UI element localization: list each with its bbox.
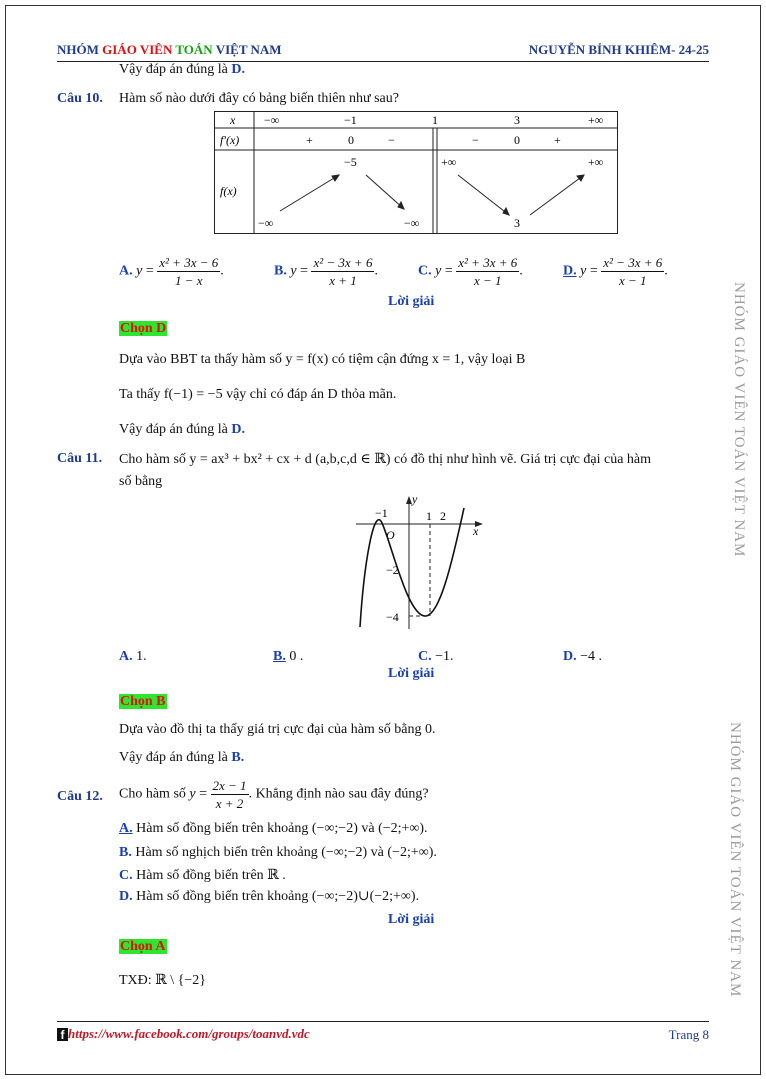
q11-chon: Chọn B [120,694,166,709]
q10-option-a[interactable]: A. y = $\frac{\text{x² + 3x − 6}}{1 - x}$ . [119,255,224,288]
q9-conclusion-text: Vậy đáp án đúng là [119,62,232,77]
q10-option-b[interactable]: B. y = $\frac{\text{x² − 3x + 6}}{x + 1}$ . [274,255,378,288]
q9-answer: D. [231,62,245,77]
bbt-x-3: 3 [514,113,520,127]
q11-question-line2: số bằng [119,474,163,489]
graph-x-label: x [473,524,479,538]
graph-ym4: −4 [386,610,399,624]
q11-graph [350,493,490,633]
q10-label: Câu 10. [57,91,103,106]
bbt-fp-4: 0 [514,133,520,147]
q10-sol-1: Dựa vào BBT ta thấy hàm số y = f(x) có tiệm cận đứng x = 1, vậy loại B [119,352,526,367]
q12-option-b[interactable]: B. Hàm số nghịch biến trên khoảng (−∞;−2) và (−2;+∞). [119,845,437,860]
q11-option-a[interactable]: A. 1. [119,649,147,664]
q12-chon: Chọn A [120,939,166,954]
bbt-fp-0: + [306,133,313,147]
q10-variation-table [214,111,618,234]
q12-txd: TXĐ: ℝ \ {−2} [119,973,207,988]
watermark-bottom: NHÓM GIÁO VIÊN TOÁN VIỆT NAM [727,722,743,998]
graph-x2: 2 [440,509,446,523]
bbt-arrow-4 [530,175,584,215]
q9-conclusion [119,62,245,78]
q11-question-line1: Cho hàm số y = ax³ + bx² + cx + d (a,b,c,d ∈ ℝ) có đồ thị như hình vẽ. Giá trị cực đại của hàm [119,452,652,467]
q11-sol-1: Dựa vào đồ thị ta thấy giá trị cực đại của hàm số bằng 0. [119,722,436,737]
q10-loigiai: Lời giải [388,294,435,309]
bbt-fp-2: − [388,133,395,147]
bbt-f-minusinf-right: −∞ [404,216,420,230]
q12-label: Câu 12. [57,789,103,804]
q11-loigiai: Lời giải [388,666,435,681]
bbt-f-minusinf-left: −∞ [258,216,274,230]
header-giaovien: GIÁO VIÊN [102,42,176,57]
bbt-x-0: −∞ [264,113,280,127]
q11-option-c[interactable]: C. −1. [418,649,454,664]
bbt-fp-3: − [472,133,479,147]
q11-sol-2: Vậy đáp án đúng là B. [119,750,245,765]
q10-option-d[interactable]: D. y = $\frac{\text{x² − 3x + 6}}{x - 1}$ . [563,255,668,288]
header-left [57,42,282,58]
bbt-fp-5: + [554,133,561,147]
bbt-x-4: +∞ [588,113,604,127]
bbt-f-max: −5 [344,155,357,169]
bbt-f-head: f(x) [220,184,237,198]
header-right: NGUYỄN BỈNH KHIÊM- 24-25 [528,42,709,57]
header-vietnam: VIỆT NAM [215,42,282,57]
bbt-f-min: 3 [514,216,520,230]
bbt-f-plusinf-right: +∞ [588,155,604,169]
watermark-top: NHÓM GIÁO VIÊN TOÁN VIỆT NAM [731,282,747,558]
bbt-x-head: x [230,113,236,127]
graph-x1: 1 [426,509,432,523]
header-nhom: NHÓM [57,42,103,57]
bbt-x-2: 1 [432,113,438,127]
graph-y-label: y [412,493,418,506]
bbt-fp-1: 0 [348,133,354,147]
q12-option-d[interactable]: D. Hàm số đồng biến trên khoảng (−∞;−2)∪(−2;+∞). [119,889,420,904]
footer-link-row[interactable] [57,1026,310,1043]
q12-option-a[interactable]: A. Hàm số đồng biến trên khoảng (−∞;−2) và (−2;+∞). [119,821,428,836]
footer-rule [57,1021,709,1022]
graph-ym2: −2 [386,563,399,577]
q11-label: Câu 11. [57,451,103,466]
q10-question: Hàm số nào dưới đây có bảng biến thiên như sau? [119,91,399,106]
q12-loigiai: Lời giải [388,912,435,927]
header-toan: TOÁN [175,42,216,57]
graph-xm1: −1 [375,506,388,520]
q10-sol-3: Vậy đáp án đúng là D. [119,422,245,437]
footer-link[interactable]: https://www.facebook.com/groups/toanvd.vdc [68,1026,310,1041]
facebook-icon: f [57,1028,68,1041]
graph-origin: O [386,528,395,542]
graph-curve [360,508,464,627]
bbt-arrow-3 [458,175,509,215]
q11-option-b[interactable]: B. 0 . [273,649,304,664]
page-number: Trang 8 [668,1027,709,1042]
q10-option-c[interactable]: C. y = $\frac{\text{x² + 3x + 6}}{x - 1}$ . [418,255,523,288]
q10-chon: Chọn D [120,321,167,336]
q11-option-d[interactable]: D. −4 . [563,649,603,664]
bbt-fp-head: f′(x) [220,133,240,147]
bbt-arrow-2 [366,175,404,209]
bbt-arrow-1 [280,175,339,211]
q10-sol-2: Ta thấy f(−1) = −5 vậy chỉ có đáp án D thỏa mãn. [119,387,397,402]
q12-question: Cho hàm số y = $\frac{2x - 1}{x + 2}$ . Khẳng định nào sau đây đúng? [119,778,429,811]
bbt-f-plusinf-left: +∞ [441,155,457,169]
q12-option-c[interactable]: C. Hàm số đồng biến trên ℝ . [119,868,286,883]
bbt-x-1: −1 [344,113,357,127]
